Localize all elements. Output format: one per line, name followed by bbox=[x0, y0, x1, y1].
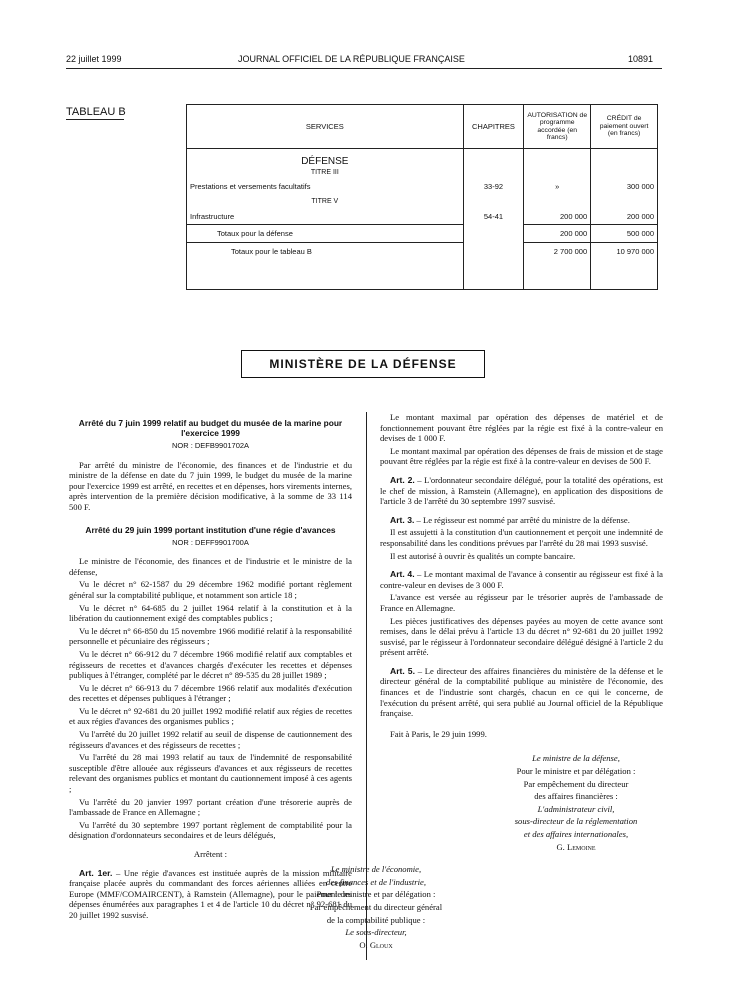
header-date: 22 juillet 1999 bbox=[66, 54, 122, 64]
sig-line: Pour le ministre et par délégation : bbox=[516, 766, 636, 777]
col-chapitres: CHAPITRES bbox=[463, 105, 524, 149]
visa-para: Vu l'arrêté du 30 septembre 1997 portant règlement de comptabilité pour la désignation d'ordonnateurs secondaires et de leurs délégués, bbox=[69, 819, 352, 841]
arrete-1-nor: NOR : DEFB9901702A bbox=[171, 441, 250, 450]
para: Les pièces justificatives des dépenses payées au moyen de cette avance sont remises, dans le délai prévu à l'article 13 du décret n° 92-681 du 20 juillet 1992 susvisé, par le régisseur à l'ordonnateur secondaire délégué désigné à l'article 2 du présent arrêté. bbox=[380, 615, 663, 658]
visa-para: Vu l'arrêté du 20 juillet 1992 relatif au seuil de dispense de cautionnement des régisseurs d'avances et des régisseurs de recettes ; bbox=[69, 729, 352, 750]
col-services: SERVICES bbox=[187, 105, 464, 149]
visa-para: Vu le décret n° 62-1587 du 29 décembre 1962 modifié portant règlement général sur la comptabilité publique, et notamment son article 18 ; bbox=[69, 579, 352, 600]
sig-name: G. Lemoine bbox=[556, 841, 596, 852]
total-tableau-b: Totaux pour le tableau B bbox=[187, 243, 464, 261]
visa-para: Le ministre de l'économie, des finances et de l'industrie et le ministre de la défense, bbox=[69, 556, 352, 577]
arrete-1-body: Par arrêté du ministre de l'économie, des finances et de l'industrie et du ministre de la défense en date du 7 juin 1999, le budget du musée de la marine pour l'exercice 1999 est arrêté, en recettes et en dépenses, hors virements internes, après intervention de la première décision modificative, à la somme de 33 114 500 F. bbox=[69, 459, 352, 512]
arrete-1-title: Arrêté du 7 juin 1999 relatif au budget du musée de la marine pour l'exercice 1999 bbox=[78, 418, 343, 438]
art1-label: Art. 1er. bbox=[79, 867, 113, 878]
arrete-2-nor: NOR : DEFF9901700A bbox=[172, 537, 249, 547]
row-prestations-credit: 300 000 bbox=[591, 179, 658, 195]
art2-label: Art. 2. bbox=[390, 474, 415, 485]
para: L'avance est versée au régisseur par le trésorier auprès de l'ambassade de France en Allemagne. bbox=[380, 592, 663, 613]
arretent: Arrêtent : bbox=[193, 849, 228, 859]
sig-line: de la comptabilité publique : bbox=[326, 914, 426, 925]
col-credit: CRÉDIT de paiement ouvert (en francs) bbox=[591, 105, 658, 149]
titre-3: TITRE III bbox=[187, 167, 464, 179]
signature-economie bbox=[276, 864, 466, 950]
art3-label: Art. 3. bbox=[390, 514, 415, 525]
total-b-autorisation: 2 700 000 bbox=[524, 243, 591, 261]
total-defense: Totaux pour la défense bbox=[187, 225, 464, 243]
para: Le montant maximal par opération des dépenses de frais de mission et de stage pouvant être réglées par la régie est fixé à la contre-valeur en devises de 500 F. bbox=[380, 445, 663, 467]
tableau-label-underline bbox=[66, 119, 124, 120]
visa-para: Vu le décret n° 92-681 du 20 juillet 1992 modifié relatif aux régies de recettes et aux régies d'avances des organismes publics ; bbox=[69, 705, 352, 727]
art5-label: Art. 5. bbox=[390, 665, 415, 676]
sig-line: et des affaires internationales, bbox=[523, 829, 629, 839]
titre-5: TITRE V bbox=[187, 195, 464, 209]
fait-a-paris: Fait à Paris, le 29 juin 1999. bbox=[390, 728, 487, 739]
row-infrastructure-credit: 200 000 bbox=[591, 209, 658, 225]
sig-line: Le sous-directeur, bbox=[345, 927, 407, 938]
sig-line: Par empêchement du directeur bbox=[523, 778, 629, 789]
right-column bbox=[309, 412, 663, 952]
sig-line: L'administrateur civil, bbox=[537, 803, 615, 814]
arrete-2-title: Arrêté du 29 juin 1999 portant institution d'une régie d'avances bbox=[85, 524, 336, 535]
total-b-credit: 10 970 000 bbox=[591, 243, 658, 261]
tableau-label: TABLEAU B bbox=[66, 106, 126, 118]
total-defense-credit: 500 000 bbox=[591, 225, 658, 243]
row-prestations: Prestations et versements facultatifs bbox=[187, 179, 464, 195]
header-rule bbox=[66, 68, 662, 69]
header-page: 10891 bbox=[628, 54, 654, 64]
art4-label: Art. 4. bbox=[390, 569, 415, 580]
art1-text: – Une régie d'avances est instituée auprès de la mission militaire française placée auprès du commandant des forces aériennes alliées en centre Europe (MMF/COMAIRCENT), à Ramstein (Allemagne), pour le paiement des dépenses énumérées aux paragraphes 1 et 4 de l'article 10 du décret n° 92-681 du 20 juillet 1992 susvisé. bbox=[69, 867, 352, 920]
sig-line: Le ministre de la défense, bbox=[532, 753, 620, 764]
total-defense-autorisation: 200 000 bbox=[524, 225, 591, 243]
row-infrastructure-chapitre: 54-41 bbox=[463, 209, 524, 225]
art3-text: – Le régisseur est nommé par arrêté du ministre de la défense. bbox=[414, 514, 630, 525]
visa-para: Vu l'arrêté du 20 janvier 1997 portant création d'une trésorerie auprès de l'ambassade de France en Allemagne ; bbox=[69, 796, 352, 818]
row-prestations-chapitre: 33-92 bbox=[463, 179, 524, 195]
row-infrastructure: Infrastructure bbox=[187, 209, 464, 225]
para: Le montant maximal par opération des dépenses de matériel et de fonctionnement pouvant être réglées par la régie est fixé à la contre-valeur en devises de 1 000 F. bbox=[380, 412, 663, 444]
art2-text: – L'ordonnateur secondaire délégué, pour la totalité des opérations, est le chef de mission, à Ramstein (Allemagne), en application des dispositions de l'article 3 de l'arrêté du 30 septembre 1997 susvisé. bbox=[380, 474, 663, 507]
sig-line: Le ministre de l'économie, bbox=[330, 864, 422, 875]
col-autorisation: AUTORISATION de programme accordée (en francs) bbox=[524, 105, 591, 149]
row-prestations-autorisation: » bbox=[524, 179, 591, 195]
row-infrastructure-autorisation: 200 000 bbox=[524, 209, 591, 225]
ministry-heading: MINISTÈRE DE LA DÉFENSE bbox=[241, 350, 485, 378]
tableau-b-table bbox=[186, 104, 658, 290]
para: Il est assujetti à la constitution d'un cautionnement et perçoit une indemnité de responsabilité dans les conditions prévues par l'arrêté du 28 mai 1993 susvisé. bbox=[380, 527, 663, 548]
sig-line: des affaires financières : bbox=[534, 791, 618, 802]
left-column bbox=[69, 412, 352, 923]
visa-para: Vu le décret n° 66-850 du 15 novembre 1966 modifié relatif à la responsabilité personnelle et pécuniaire des régisseurs ; bbox=[69, 625, 352, 647]
art5-text: – Le directeur des affaires financières du ministère de la défense et le directeur général de la comptabilité publique au ministère de l'économie, des finances et de l'industrie sont chargés, chacun en ce qui le concerne, de l'exécution du présent arrêté, qui sera publié au Journal officiel de la République française. bbox=[380, 665, 663, 719]
sig-line: Par empêchement du directeur général bbox=[309, 901, 443, 912]
para: Il est autorisé à ouvrir ès qualités un compte bancaire. bbox=[390, 550, 576, 561]
visa-para: Vu l'arrêté du 28 mai 1993 relatif au taux de l'indemnité de responsabilité susceptible d'être allouée aux régisseurs d'avances et aux régisseurs de recettes relevant des organismes publics et montant du cautionnement imposé à ces agents ; bbox=[69, 752, 352, 795]
signature-defense bbox=[476, 753, 666, 852]
sig-line: des finances et de l'industrie, bbox=[326, 876, 426, 887]
sig-line: sous-directeur de la réglementation bbox=[514, 816, 638, 827]
art4-text: – Le montant maximal de l'avance à consentir au régisseur est fixé à la contre-valeur en devises de 3 000 F. bbox=[380, 569, 663, 590]
section-defense: DÉFENSE bbox=[187, 149, 464, 167]
visa-para: Vu le décret n° 66-913 du 7 décembre 1966 relatif aux modalités d'exécution des recettes et dépenses publiques à l'étranger ; bbox=[69, 682, 352, 704]
header-title: JOURNAL OFFICIEL DE LA RÉPUBLIQUE FRANÇAISE bbox=[238, 54, 465, 64]
sig-line: Pour le ministre et par délégation : bbox=[316, 889, 436, 900]
sig-name: O. Gloux bbox=[359, 939, 393, 950]
visa-para: Vu le décret n° 64-685 du 2 juillet 1964 relatif à la constitution et à la libération du cautionnement exigé des comptables publics ; bbox=[69, 602, 352, 624]
visa-para: Vu le décret n° 66-912 du 7 décembre 1966 modifié relatif aux comptables et régisseurs de recettes et d'avances chargés d'exécuter les recettes et dépenses publiques à l'étranger, complété par le décret n° 89-535 du 28 juillet 1989 ; bbox=[69, 648, 352, 681]
